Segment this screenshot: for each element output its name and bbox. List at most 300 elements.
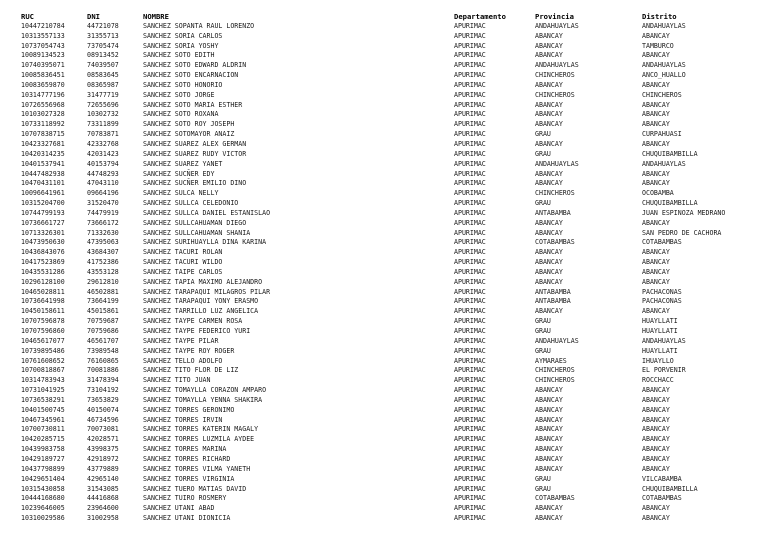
departamento-cell: APURIMAC (454, 405, 486, 414)
table-row (0, 110, 768, 120)
nombre-cell: SANCHEZ TAYPE CARMEN ROSA (143, 317, 243, 326)
table-row (0, 297, 768, 307)
ruc-cell: 10401537941 (21, 159, 65, 168)
distrito-cell: CHUQUIBAMBILLA (642, 149, 698, 158)
distrito-cell: ABANCAY (642, 405, 670, 414)
nombre-cell: SANCHEZ TORRES GERONIMO (143, 405, 235, 414)
provincia-cell: ANTABAMBA (535, 208, 571, 217)
nombre-cell: SANCHEZ SOTO ENCARNACION (143, 71, 239, 80)
table-row (0, 347, 768, 357)
distrito-cell: HUAYLLATI (642, 327, 678, 335)
table-row (0, 219, 768, 229)
table-row (0, 435, 768, 445)
distrito-cell: ROCCHACC (642, 376, 674, 385)
distrito-cell: COTABAMBAS (642, 494, 682, 503)
nombre-cell: SANCHEZ SOTO JORGE (143, 90, 215, 99)
ruc-cell: 10726556968 (21, 100, 65, 109)
nombre-cell: SANCHEZ SOTO MARIA ESTHER (143, 100, 243, 109)
column-header-dni: DNI (87, 12, 100, 21)
column-header-departamento: Departamento (454, 12, 506, 21)
table-row (0, 504, 768, 514)
ruc-cell: 10429651404 (21, 474, 65, 483)
provincia-cell: CHINCHEROS (535, 90, 575, 99)
table-row (0, 494, 768, 504)
distrito-cell: ABANCAY (642, 80, 670, 89)
departamento-cell: APURIMAC (454, 199, 486, 208)
table-row (0, 140, 768, 150)
nombre-cell: SANCHEZ SULCA NELLY (143, 189, 219, 198)
dni-cell: 40150074 (87, 405, 119, 414)
nombre-cell: SANCHEZ TITO FLOR DE LIZ (143, 366, 239, 375)
departamento-cell: APURIMAC (454, 435, 486, 444)
dni-cell: 31478394 (87, 376, 119, 385)
distrito-cell: OCOBAMBA (642, 189, 674, 198)
provincia-cell: GRAU (535, 149, 551, 158)
provincia-cell: ANDAHUAYLAS (535, 61, 579, 70)
distrito-cell: ABANCAY (642, 386, 670, 395)
dni-cell: 08365987 (87, 80, 119, 89)
departamento-cell: APURIMAC (454, 228, 486, 237)
nombre-cell: SANCHEZ TAYPE ROY ROGER (143, 346, 235, 355)
provincia-cell: AYMARAES (535, 356, 567, 365)
distrito-cell: ABANCAY (642, 100, 670, 109)
nombre-cell: SANCHEZ TORRES MARINA (143, 445, 227, 454)
column-header-ruc: RUC (21, 12, 34, 21)
provincia-cell: ABANCAY (535, 179, 563, 188)
departamento-cell: APURIMAC (454, 366, 486, 375)
distrito-cell: ABANCAY (642, 445, 670, 454)
departamento-cell: APURIMAC (454, 327, 486, 335)
table-row (0, 396, 768, 406)
nombre-cell: SANCHEZ TARAPAQUI YONY ERASMO (143, 297, 259, 306)
departamento-cell: APURIMAC (454, 248, 486, 257)
dni-cell: 40153794 (87, 159, 119, 168)
provincia-cell: ABANCAY (535, 415, 563, 424)
dni-cell: 08913452 (87, 51, 119, 60)
provincia-cell: ABANCAY (535, 51, 563, 60)
column-header-distrito: Distrito (642, 12, 677, 21)
dni-cell: 31002958 (87, 514, 119, 523)
distrito-cell: HUAYLLATI (642, 317, 678, 326)
distrito-cell: SAN PEDRO DE CACHORA (642, 228, 722, 237)
dni-cell: 41752386 (87, 258, 119, 267)
provincia-cell: COTABAMBAS (535, 494, 575, 503)
table-row (0, 268, 768, 278)
distrito-cell: EL PORVENIR (642, 366, 686, 375)
provincia-cell: ABANCAY (535, 258, 563, 267)
provincia-cell: ABANCAY (535, 228, 563, 237)
distrito-cell: ABANCAY (642, 307, 670, 316)
distrito-cell: CURPAHUASI (642, 130, 682, 139)
departamento-cell: APURIMAC (454, 514, 486, 523)
provincia-cell: ABANCAY (535, 386, 563, 395)
departamento-cell: APURIMAC (454, 386, 486, 395)
table-row (0, 101, 768, 111)
departamento-cell: APURIMAC (454, 110, 486, 119)
table-body (0, 22, 768, 524)
dni-cell: 46561707 (87, 336, 119, 345)
ruc-cell: 10444168680 (21, 494, 65, 503)
table-row (0, 376, 768, 386)
distrito-cell: ABANCAY (642, 514, 670, 523)
provincia-cell: CHINCHEROS (535, 376, 575, 385)
dni-cell: 71332630 (87, 228, 119, 237)
departamento-cell: APURIMAC (454, 21, 486, 30)
dni-cell: 70081886 (87, 366, 119, 375)
ruc-cell: 10707596860 (21, 327, 65, 335)
dni-cell: 31520470 (87, 199, 119, 208)
nombre-cell: SANCHEZ TARRILLO LUZ ANGELICA (143, 307, 259, 316)
provincia-cell: ABANCAY (535, 80, 563, 89)
departamento-cell: APURIMAC (454, 494, 486, 503)
departamento-cell: APURIMAC (454, 474, 486, 483)
nombre-cell: SANCHEZ TAIPE CARLOS (143, 267, 223, 276)
departamento-cell: APURIMAC (454, 179, 486, 188)
departamento-cell: APURIMAC (454, 71, 486, 80)
ruc-cell: 10401500745 (21, 405, 65, 414)
table-row (0, 71, 768, 81)
ruc-cell: 10450158611 (21, 307, 65, 316)
nombre-cell: SANCHEZ SOTO EDWARD ALDRIN (143, 61, 247, 70)
table-row (0, 445, 768, 455)
table-row (0, 465, 768, 475)
dni-cell: 73664199 (87, 297, 119, 306)
departamento-cell: APURIMAC (454, 425, 486, 434)
distrito-cell: ANDAHUAYLAS (642, 61, 686, 70)
nombre-cell: SANCHEZ TITO JUAN (143, 376, 211, 385)
dni-cell: 45015861 (87, 307, 119, 316)
distrito-cell: ABANCAY (642, 169, 670, 178)
dni-cell: 74479919 (87, 208, 119, 217)
table-row (0, 327, 768, 337)
dni-cell: 73666172 (87, 218, 119, 227)
ruc-cell: 10740395071 (21, 61, 65, 70)
dni-cell: 42965140 (87, 474, 119, 483)
ruc-cell: 10707596878 (21, 317, 65, 326)
provincia-cell: ANTABAMBA (535, 297, 571, 306)
ruc-cell: 10447482938 (21, 169, 65, 178)
ruc-cell: 10420285715 (21, 435, 65, 444)
distrito-cell: ANCO_HUALLO (642, 71, 686, 80)
ruc-cell: 10417523869 (21, 258, 65, 267)
distrito-cell: ABANCAY (642, 258, 670, 267)
dni-cell: 42918972 (87, 454, 119, 463)
table-row (0, 32, 768, 42)
departamento-cell: APURIMAC (454, 90, 486, 99)
table-row (0, 179, 768, 189)
distrito-cell: ABANCAY (642, 31, 670, 40)
column-header-nombre: NOMBRE (143, 12, 169, 21)
departamento-cell: APURIMAC (454, 169, 486, 178)
ruc-cell: 10083659870 (21, 80, 65, 89)
distrito-cell: VILCABAMBA (642, 474, 682, 483)
nombre-cell: SANCHEZ TACURI ROLAN (143, 248, 223, 257)
provincia-cell: ABANCAY (535, 464, 563, 473)
departamento-cell: APURIMAC (454, 445, 486, 454)
table-row (0, 51, 768, 61)
dni-cell: 70783871 (87, 130, 119, 139)
provincia-cell: ABANCAY (535, 405, 563, 414)
dni-cell: 76160865 (87, 356, 119, 365)
nombre-cell: SANCHEZ TUIRO ROSMERY (143, 494, 227, 503)
distrito-cell: PACHACONAS (642, 287, 682, 296)
ruc-cell: 10739895486 (21, 346, 65, 355)
provincia-cell: ABANCAY (535, 139, 563, 148)
ruc-cell: 10103027328 (21, 110, 65, 119)
distrito-cell: IHUAYLLO (642, 356, 674, 365)
provincia-cell: ABANCAY (535, 445, 563, 454)
distrito-cell: ABANCAY (642, 267, 670, 276)
dni-cell: 43684307 (87, 248, 119, 257)
provincia-cell: CHINCHEROS (535, 366, 575, 375)
dni-cell: 42332768 (87, 139, 119, 148)
dni-cell: 43998375 (87, 445, 119, 454)
table-row (0, 278, 768, 288)
taxpayer-table (0, 12, 768, 524)
dni-cell: 31477719 (87, 90, 119, 99)
ruc-cell: 10085836451 (21, 71, 65, 80)
ruc-cell: 10420314235 (21, 149, 65, 158)
ruc-cell: 10700730811 (21, 425, 65, 434)
provincia-cell: ABANCAY (535, 277, 563, 286)
departamento-cell: APURIMAC (454, 267, 486, 276)
table-row (0, 258, 768, 268)
dni-cell: 31355713 (87, 31, 119, 40)
dni-cell: 31543085 (87, 484, 119, 493)
dni-cell: 47043110 (87, 179, 119, 188)
ruc-cell: 10731041925 (21, 386, 65, 395)
ruc-cell: 10736641998 (21, 297, 65, 306)
nombre-cell: SANCHEZ SOTOMAYOR ANAIZ (143, 130, 235, 139)
nombre-cell: SANCHEZ TACURI WILDO (143, 258, 223, 267)
table-row (0, 81, 768, 91)
departamento-cell: APURIMAC (454, 356, 486, 365)
departamento-cell: APURIMAC (454, 149, 486, 158)
nombre-cell: SANCHEZ TAPIA MAXIMO ALEJANDRO (143, 277, 263, 286)
provincia-cell: ABANCAY (535, 110, 563, 119)
departamento-cell: APURIMAC (454, 51, 486, 60)
table-row (0, 485, 768, 495)
table-row (0, 288, 768, 298)
provincia-cell: CHINCHEROS (535, 71, 575, 80)
departamento-cell: APURIMAC (454, 238, 486, 247)
distrito-cell: ABANCAY (642, 51, 670, 60)
table-row (0, 337, 768, 347)
table-row (0, 514, 768, 524)
provincia-cell: ABANCAY (535, 307, 563, 316)
dni-cell: 70759686 (87, 327, 119, 335)
departamento-cell: APURIMAC (454, 277, 486, 286)
provincia-cell: ABANCAY (535, 100, 563, 109)
table-row (0, 238, 768, 248)
ruc-cell: 10437798899 (21, 464, 65, 473)
distrito-cell: ABANCAY (642, 139, 670, 148)
dni-cell: 46502881 (87, 287, 119, 296)
ruc-cell: 10470431101 (21, 179, 65, 188)
dni-cell: 23964600 (87, 504, 119, 513)
provincia-cell: ABANCAY (535, 218, 563, 227)
provincia-cell: COTABAMBAS (535, 238, 575, 247)
provincia-cell: CHINCHEROS (535, 189, 575, 198)
ruc-cell: 10296128100 (21, 277, 65, 286)
departamento-cell: APURIMAC (454, 41, 486, 50)
dni-cell: 47395063 (87, 238, 119, 247)
provincia-cell: ANDAHUAYLAS (535, 21, 579, 30)
ruc-cell: 10439983758 (21, 445, 65, 454)
departamento-cell: APURIMAC (454, 159, 486, 168)
departamento-cell: APURIMAC (454, 484, 486, 493)
nombre-cell: SANCHEZ UTANI DIONICIA (143, 514, 231, 523)
provincia-cell: ABANCAY (535, 435, 563, 444)
departamento-cell: APURIMAC (454, 100, 486, 109)
distrito-cell: ABANCAY (642, 110, 670, 119)
ruc-cell: 10465028811 (21, 287, 65, 296)
departamento-cell: APURIMAC (454, 258, 486, 267)
ruc-cell: 10465617077 (21, 336, 65, 345)
table-row (0, 406, 768, 416)
departamento-cell: APURIMAC (454, 336, 486, 345)
table-row (0, 91, 768, 101)
departamento-cell: APURIMAC (454, 287, 486, 296)
nombre-cell: SANCHEZ SUAREZ ALEX GERMAN (143, 139, 247, 148)
departamento-cell: APURIMAC (454, 120, 486, 129)
provincia-cell: GRAU (535, 327, 551, 335)
nombre-cell: SANCHEZ SULLCA CELEDONIO (143, 199, 239, 208)
nombre-cell: SANCHEZ TORRES VILMA YANETH (143, 464, 251, 473)
table-row (0, 22, 768, 32)
provincia-cell: ABANCAY (535, 248, 563, 257)
distrito-cell: ABANCAY (642, 464, 670, 473)
nombre-cell: SANCHEZ TORRES IRVIN (143, 415, 223, 424)
dni-cell: 43553128 (87, 267, 119, 276)
distrito-cell: ABANCAY (642, 395, 670, 404)
nombre-cell: SANCHEZ SULLCAHUAMAN DIEGO (143, 218, 247, 227)
departamento-cell: APURIMAC (454, 218, 486, 227)
dni-cell: 70759687 (87, 317, 119, 326)
ruc-cell: 10096641961 (21, 189, 65, 198)
ruc-cell: 10310029586 (21, 514, 65, 523)
table-row (0, 170, 768, 180)
ruc-cell: 10467345961 (21, 415, 65, 424)
ruc-cell: 10473950630 (21, 238, 65, 247)
ruc-cell: 10429189727 (21, 454, 65, 463)
provincia-cell: ANDAHUAYLAS (535, 336, 579, 345)
distrito-cell: ABANCAY (642, 218, 670, 227)
provincia-cell: GRAU (535, 484, 551, 493)
distrito-cell: PACHACONAS (642, 297, 682, 306)
nombre-cell: SANCHEZ SORIA YOSHY (143, 41, 219, 50)
table-row (0, 189, 768, 199)
distrito-cell: ABANCAY (642, 454, 670, 463)
dni-cell: 73104192 (87, 386, 119, 395)
provincia-cell: GRAU (535, 474, 551, 483)
departamento-cell: APURIMAC (454, 208, 486, 217)
dni-cell: 08583645 (87, 71, 119, 80)
table-row (0, 209, 768, 219)
dni-cell: 10302732 (87, 110, 119, 119)
departamento-cell: APURIMAC (454, 504, 486, 513)
table-row (0, 248, 768, 258)
ruc-cell: 10737054743 (21, 41, 65, 50)
ruc-cell: 10700818867 (21, 366, 65, 375)
distrito-cell: CHUQUIBAMBILLA (642, 199, 698, 208)
table-row (0, 475, 768, 485)
ruc-cell: 10239646005 (21, 504, 65, 513)
nombre-cell: SANCHEZ UTANI ABAD (143, 504, 215, 513)
provincia-cell: ABANCAY (535, 120, 563, 129)
distrito-cell: ANDAHUAYLAS (642, 21, 686, 30)
nombre-cell: SANCHEZ SUAREZ YANET (143, 159, 223, 168)
provincia-cell: GRAU (535, 346, 551, 355)
nombre-cell: SANCHEZ SOTO EDITH (143, 51, 215, 60)
table-row (0, 425, 768, 435)
nombre-cell: SANCHEZ SULLCAHUAMAN SHANIA (143, 228, 251, 237)
ruc-cell: 10089134523 (21, 51, 65, 60)
dni-cell: 46734596 (87, 415, 119, 424)
departamento-cell: APURIMAC (454, 297, 486, 306)
distrito-cell: JUAN ESPINOZA MEDRANO (642, 208, 726, 217)
distrito-cell: ABANCAY (642, 277, 670, 286)
provincia-cell: GRAU (535, 130, 551, 139)
ruc-cell: 10313557133 (21, 31, 65, 40)
dni-cell: 42031423 (87, 149, 119, 158)
ruc-cell: 10315430858 (21, 484, 65, 493)
table-row (0, 307, 768, 317)
distrito-cell: ANDAHUAYLAS (642, 336, 686, 345)
nombre-cell: SANCHEZ TOMAYLLA YENNA SHAKIRA (143, 395, 263, 404)
departamento-cell: APURIMAC (454, 454, 486, 463)
distrito-cell: CHUQUIBAMBILLA (642, 484, 698, 493)
provincia-cell: GRAU (535, 317, 551, 326)
provincia-cell: ANDAHUAYLAS (535, 159, 579, 168)
ruc-cell: 10314777196 (21, 90, 65, 99)
provincia-cell: ABANCAY (535, 514, 563, 523)
nombre-cell: SANCHEZ SUCÑER EMILIO DINO (143, 179, 247, 188)
departamento-cell: APURIMAC (454, 415, 486, 424)
dni-cell: 44748293 (87, 169, 119, 178)
provincia-cell: ABANCAY (535, 504, 563, 513)
distrito-cell: ABANCAY (642, 248, 670, 257)
ruc-cell: 10447210784 (21, 21, 65, 30)
ruc-cell: 10761608652 (21, 356, 65, 365)
distrito-cell: TAMBURCO (642, 41, 674, 50)
ruc-cell: 10423327681 (21, 139, 65, 148)
distrito-cell: COTABAMBAS (642, 238, 682, 247)
dni-cell: 43779889 (87, 464, 119, 473)
distrito-cell: ABANCAY (642, 435, 670, 444)
table-row (0, 199, 768, 209)
ruc-cell: 10436843076 (21, 248, 65, 257)
dni-cell: 72655696 (87, 100, 119, 109)
departamento-cell: APURIMAC (454, 139, 486, 148)
table-row (0, 229, 768, 239)
departamento-cell: APURIMAC (454, 464, 486, 473)
nombre-cell: SANCHEZ TORRES RICHARD (143, 454, 231, 463)
ruc-cell: 10707838715 (21, 130, 65, 139)
departamento-cell: APURIMAC (454, 130, 486, 139)
ruc-cell: 10713326301 (21, 228, 65, 237)
dni-cell: 44721078 (87, 21, 119, 30)
nombre-cell: SANCHEZ TOMAYLLA CORAZON AMPARO (143, 386, 267, 395)
provincia-cell: ANTABAMBA (535, 287, 571, 296)
ruc-cell: 10736538291 (21, 395, 65, 404)
nombre-cell: SANCHEZ TORRES VIRGINIA (143, 474, 235, 483)
table-row (0, 317, 768, 327)
nombre-cell: SANCHEZ SOTO ROXANA (143, 110, 219, 119)
ruc-cell: 10435531286 (21, 267, 65, 276)
ruc-cell: 10315204700 (21, 199, 65, 208)
provincia-cell: ABANCAY (535, 169, 563, 178)
